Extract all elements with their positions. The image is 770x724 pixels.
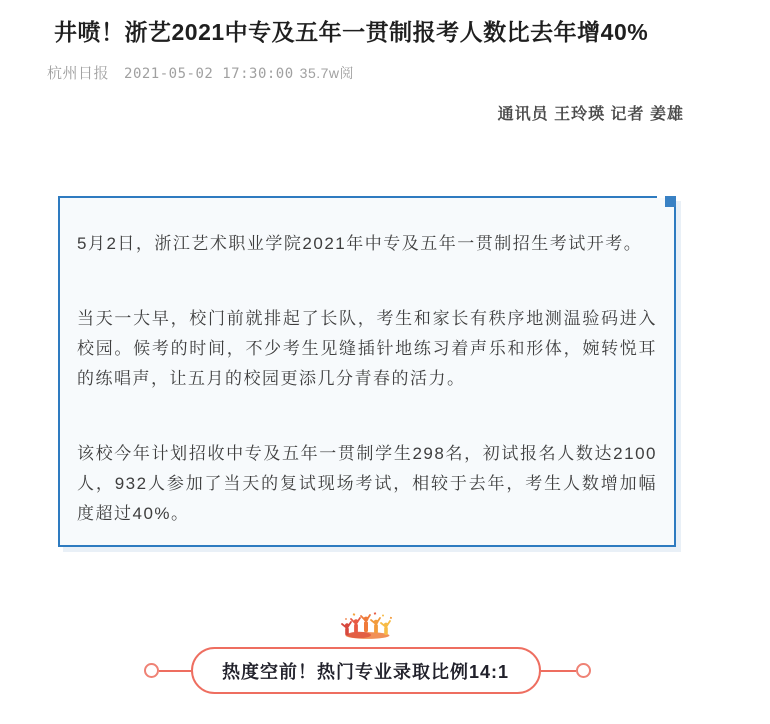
byline <box>47 62 770 83</box>
source-name: 杭州日报 <box>47 65 110 82</box>
section-divider <box>58 612 676 694</box>
article-title: 井喷！浙艺2021中专及五年一贯制报考人数比去年增40% <box>54 19 649 45</box>
border-gap-decoration <box>657 196 665 198</box>
celebration-crowd-icon <box>339 612 396 639</box>
publish-time: 2021-05-02 17:30:00 <box>124 66 294 82</box>
article-paragraph: 该校今年计划招收中专及五年一贯制学生298名，初试报名人数达2100人，932人参加了当天的复试现场考试，相较于去年，考生人数增加幅度超过40%。 <box>77 444 657 523</box>
corner-square-decoration <box>665 196 676 207</box>
article-page <box>0 19 770 724</box>
divider-left-circle-icon <box>144 663 159 678</box>
highlight-pill: 热度空前！热门专业录取比例14:1 <box>191 647 541 694</box>
article-content-box <box>58 196 676 547</box>
divider-right-line <box>541 670 576 672</box>
article-paragraph: 5月2日，浙江艺术职业学院2021年中专及五年一贯制招生考试开考。 <box>77 234 643 253</box>
article-paragraph: 当天一大早，校门前就排起了长队，考生和家长有秩序地测温验码进入校园。候考的时间，不少考生见缝插针地练习着声乐和形体，婉转悦耳的练唱声，让五月的校园更添几分青春的活力。 <box>77 309 657 388</box>
divider-right-circle-icon <box>576 663 591 678</box>
reporter-credits: 通讯员 王玲瑛 记者 姜雄 <box>497 106 684 123</box>
divider-left-line <box>159 670 191 672</box>
divider-row <box>58 647 676 694</box>
read-count: 35.7w阅 <box>299 65 355 81</box>
